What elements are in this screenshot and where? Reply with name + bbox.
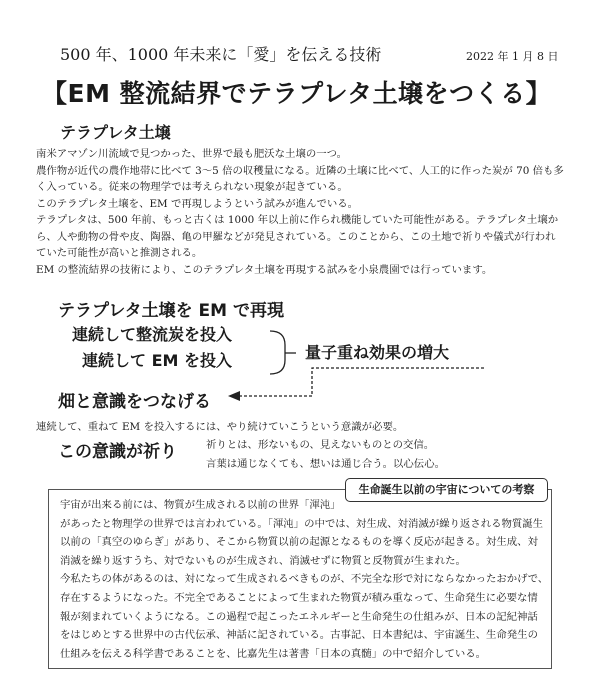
body-line: テラプレタは、500 年前、もっと古くは 1000 年以上前に作られ機能していた可能性がある。テラプレタ土壌か xyxy=(36,214,559,226)
prayer-heading: この意識が祈り xyxy=(58,442,177,462)
body-line: 農作物が近代の農作地帯に比べて 3～5 倍の収穫量になる。近隣の土壌に比べて、人工的に作った炭が 70 倍も多 xyxy=(36,164,564,177)
diagram-heading: テラプレタ土壌を EM で再現 xyxy=(58,301,285,321)
diagram-step-charcoal: 連続して整流炭を投入 xyxy=(72,325,233,344)
section-body-terra-preta xyxy=(36,146,564,278)
box-line: 今私たちの体があるのは、対になって生成されるべきものが、不完全な形で対にならなかったおかげで、 xyxy=(60,573,549,586)
body-line: EM の整流結界の技術により、このテラプレタ土壌を再現する試みを小泉農園では行っています。 xyxy=(36,263,493,276)
prayer-line-2: 言葉は通じなくても、想いは通じ合う。以心伝心。 xyxy=(206,458,445,470)
diagram-result: 量子重ね効果の増大 xyxy=(305,343,450,362)
bracket-shape xyxy=(270,331,285,374)
document-date: 2022 年 1 月 8 日 xyxy=(466,50,559,63)
series-title: 500 年、1000 年未来に「愛」を伝える技術 xyxy=(60,45,382,64)
page-title: 【EM 整流結界でテラプレタ土壌をつくる】 xyxy=(42,79,552,108)
body-line: このテラプレタ土壌を、EM で再現しようという試みが進んでいる。 xyxy=(36,197,359,210)
body-line: 南米アマゾン川流域で見つかった、世界で最も肥沃な土壌の一つ。 xyxy=(36,148,347,160)
consideration-box-body xyxy=(60,496,548,663)
continue-text: 連続して、重ねて EM を投入するには、やり続けていこうという意識が必要。 xyxy=(36,421,404,433)
body-line: く入っている。従来の物理学では考えられない現象が起きている。 xyxy=(36,181,348,193)
box-line: 存在するようになった。不完全であることによって生まれた物質が積み重なって、生命発生に必要な情 xyxy=(60,591,538,604)
diagram-step-em: 連続して EM を投入 xyxy=(82,351,232,370)
arrow-head-icon xyxy=(228,391,240,401)
box-line: 仕組みを伝える科学書であることを、比嘉先生は著書「日本の真髄」の中で紹介している。 xyxy=(60,647,487,660)
box-line: があったと物理学の世界では言われている。「渾沌」の中では、対生成、対消滅が繰り返される物質誕生 xyxy=(60,517,544,530)
box-line: 以前の「真空のゆらぎ」があり、そこから物質以前の起源となるものを導く反応が起きる。対生成、対 xyxy=(60,536,538,549)
box-line: 報が刻まれていくようになる。この過程で起こったエネルギーと生命発生の仕組みが、日本の記紀神話 xyxy=(60,610,538,623)
box-line: 消滅を繰り返すうち、対でないものが生成され、消滅せずに物質と反物質が生まれた。 xyxy=(60,554,466,567)
prayer-line-1: 祈りとは、形ないもの、見えないものとの交信。 xyxy=(206,439,435,451)
diagram-connect: 畑と意識をつなげる xyxy=(58,392,211,412)
consideration-box-label: 生命誕生以前の宇宙についての考察 xyxy=(345,478,548,502)
box-line: をはじめとする世界中の古代伝承、神話に記されている。古事記、日本書紀は、宇宙誕生、生命発生の xyxy=(60,629,538,642)
dashed-feedback-line xyxy=(240,368,484,396)
section-heading-terra-preta: テラプレタ土壌 xyxy=(60,123,171,142)
body-line: ていた可能性が高いと推測される。 xyxy=(36,247,203,259)
body-line: ら、人や動物の骨や皮、陶器、亀の甲羅などが発見されている。このことから、この土地で祈りや儀式が行われ xyxy=(36,230,556,243)
box-line: 宇宙が出来る前には、物質が生成される以前の世界「渾沌」 xyxy=(60,499,341,511)
